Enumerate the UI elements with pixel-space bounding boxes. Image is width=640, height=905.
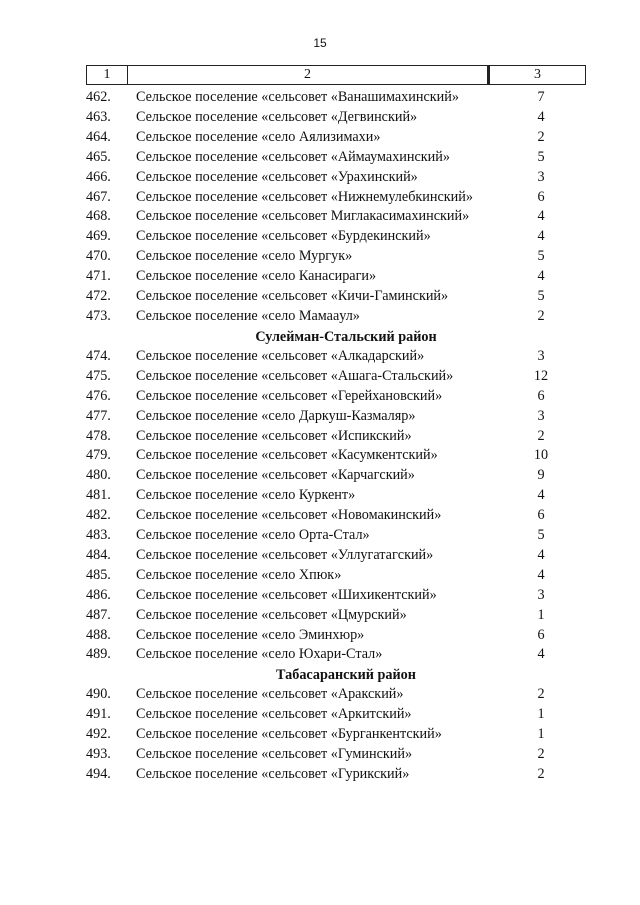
row-number: 478. <box>86 427 111 444</box>
row-number: 494. <box>86 766 111 782</box>
settlement-count: 5 <box>537 527 545 544</box>
settlement-count: 2 <box>537 427 545 444</box>
settlement-count: 2 <box>537 746 545 763</box>
row-number: 480. <box>86 467 111 484</box>
row-number: 490. <box>86 686 111 703</box>
row-number: 474. <box>86 347 111 364</box>
row-number: 479. <box>86 447 111 464</box>
row-number: 473. <box>86 307 111 324</box>
table-row <box>86 586 586 606</box>
settlement-name: Сельское поселение «сельсовет «Шихикентский» <box>136 586 437 603</box>
row-number: 471. <box>86 268 111 285</box>
settlement-count: 4 <box>537 228 545 245</box>
table-row <box>86 88 586 108</box>
settlement-count: 6 <box>537 626 545 643</box>
settlement-name: Сельское поселение «сельсовет Миглакасимахинский» <box>136 208 470 225</box>
settlement-count: 4 <box>537 268 545 285</box>
row-number: 488. <box>86 626 111 643</box>
table-row <box>86 705 586 725</box>
settlement-count: 3 <box>537 168 545 185</box>
row-number: 486. <box>86 586 111 603</box>
settlement-count: 4 <box>537 487 545 504</box>
settlement-count: 9 <box>537 467 545 484</box>
table-row <box>86 526 586 546</box>
table-row <box>86 725 586 745</box>
page-number: 15 <box>313 36 327 50</box>
row-number: 472. <box>86 288 111 305</box>
table-row <box>86 745 586 765</box>
row-number: 477. <box>86 407 111 424</box>
settlement-name: Сельское поселение «сельсовет «Кичи-Гаминский» <box>136 288 449 305</box>
settlement-count: 5 <box>537 248 545 265</box>
row-number: 463. <box>86 108 111 125</box>
table-row <box>86 207 586 227</box>
row-number: 493. <box>86 746 111 763</box>
table-row <box>86 546 586 566</box>
settlement-count: 6 <box>537 387 545 404</box>
settlement-count: 3 <box>537 586 545 603</box>
settlement-name: Сельское поселение «сельсовет «Гурикский» <box>136 766 410 782</box>
settlement-count: 4 <box>537 546 545 563</box>
row-number: 465. <box>86 148 111 165</box>
row-number: 489. <box>86 646 111 663</box>
settlement-name: Сельское поселение «сельсовет «Новомакинский» <box>136 507 442 524</box>
table-row <box>86 108 586 128</box>
row-number: 476. <box>86 387 111 404</box>
settlement-name: Сельское поселение «сельсовет «Алкадарский» <box>136 347 425 364</box>
settlement-name: Сельское поселение «село Даркуш-Казмаляр» <box>136 407 416 424</box>
row-number: 467. <box>86 188 111 205</box>
settlement-name: Сельское поселение «сельсовет «Урахинский» <box>136 168 418 185</box>
table-row <box>86 387 586 407</box>
table-row <box>86 188 586 208</box>
settlement-name: Сельское поселение «сельсовет «Касумкентский» <box>136 447 438 464</box>
row-number: 483. <box>86 527 111 544</box>
settlement-name: Сельское поселение «сельсовет «Ашага-Стальский» <box>136 367 454 384</box>
settlement-count: 5 <box>537 148 545 165</box>
settlement-name: Сельское поселение «сельсовет «Бурганкентский» <box>136 726 442 743</box>
settlement-name: Сельское поселение «сельсовет «Карчагский» <box>136 467 415 484</box>
table-row <box>86 427 586 447</box>
row-number: 462. <box>86 89 111 105</box>
table-row <box>86 128 586 148</box>
row-number: 491. <box>86 706 111 723</box>
settlement-count: 4 <box>537 646 545 663</box>
settlement-count: 6 <box>537 507 545 524</box>
table-body <box>86 88 586 785</box>
settlement-count: 7 <box>537 89 545 105</box>
settlement-name: Сельское поселение «село Канасираги» <box>136 268 377 285</box>
settlement-name: Сельское поселение «сельсовет «Ванашимахинский» <box>136 89 459 105</box>
settlement-name: Сельское поселение «село Аялизимахи» <box>136 128 381 145</box>
row-number: 492. <box>86 726 111 743</box>
settlement-count: 10 <box>533 447 549 464</box>
table-row <box>86 606 586 626</box>
table-row <box>86 168 586 188</box>
row-number: 468. <box>86 208 111 225</box>
settlement-name: Сельское поселение «сельсовет «Аракский» <box>136 686 404 703</box>
table-row <box>86 566 586 586</box>
table-row <box>86 466 586 486</box>
settlement-name: Сельское поселение «сельсовет «Аймаумахинский» <box>136 148 450 165</box>
table-row <box>86 645 586 665</box>
settlement-name: Сельское поселение «село Эминхюр» <box>136 626 365 643</box>
settlement-name: Сельское поселение «сельсовет «Гуминский» <box>136 746 413 763</box>
settlement-count: 1 <box>537 606 545 623</box>
settlement-count: 4 <box>537 208 545 225</box>
row-number: 484. <box>86 546 111 563</box>
table-row <box>86 486 586 506</box>
table-row <box>86 506 586 526</box>
header-col-3: 3 <box>488 65 586 85</box>
row-number: 482. <box>86 507 111 524</box>
settlement-count: 1 <box>537 706 545 723</box>
settlement-name: Сельское поселение «сельсовет «Нижнемулебкинский» <box>136 188 473 205</box>
table-row <box>86 626 586 646</box>
settlement-name: Сельское поселение «сельсовет «Уллугатагский» <box>136 546 434 563</box>
header-col-1: 1 <box>86 65 128 85</box>
settlement-count: 4 <box>537 566 545 583</box>
table-row <box>86 407 586 427</box>
row-number: 485. <box>86 566 111 583</box>
settlement-name: Сельское поселение «сельсовет «Бурдекинский» <box>136 228 431 245</box>
table-row <box>86 367 586 387</box>
table-row <box>86 287 586 307</box>
table-header <box>86 65 586 85</box>
row-number: 481. <box>86 487 111 504</box>
table-row <box>86 247 586 267</box>
table-row <box>86 148 586 168</box>
settlement-count: 12 <box>533 367 549 384</box>
settlement-count: 5 <box>537 288 545 305</box>
settlement-count: 2 <box>537 766 545 782</box>
table-row <box>86 446 586 466</box>
row-number: 469. <box>86 228 111 245</box>
table-row <box>86 347 586 367</box>
settlement-name: Сельское поселение «село Орта-Стал» <box>136 527 370 544</box>
settlement-count: 6 <box>537 188 545 205</box>
section-title: Сулейман-Стальский район <box>255 328 437 345</box>
settlement-name: Сельское поселение «село Куркент» <box>136 487 356 504</box>
table-row <box>86 307 586 327</box>
section-title: Табасаранский район <box>276 667 416 684</box>
settlement-name: Сельское поселение «сельсовет «Цмурский» <box>136 606 407 623</box>
settlement-count: 4 <box>537 108 545 125</box>
header-col-2: 2 <box>128 65 488 85</box>
settlement-count: 3 <box>537 407 545 424</box>
row-number: 466. <box>86 168 111 185</box>
settlement-name: Сельское поселение «сельсовет «Испикский» <box>136 427 412 444</box>
table-row <box>86 267 586 287</box>
table-row <box>86 765 586 785</box>
settlement-count: 1 <box>537 726 545 743</box>
row-number: 464. <box>86 128 111 145</box>
row-number: 475. <box>86 367 111 384</box>
settlement-name: Сельское поселение «село Мамаaул» <box>136 307 360 324</box>
settlement-count: 2 <box>537 307 545 324</box>
settlement-count: 2 <box>537 128 545 145</box>
table-row <box>86 227 586 247</box>
settlement-name: Сельское поселение «сельсовет «Дегвинский» <box>136 108 418 125</box>
settlement-name: Сельское поселение «село Юхари-Стал» <box>136 646 383 663</box>
row-number: 470. <box>86 248 111 265</box>
settlement-name: Сельское поселение «село Хпюк» <box>136 566 342 583</box>
table-row <box>86 685 586 705</box>
settlement-name: Сельское поселение «село Мургук» <box>136 248 353 265</box>
settlement-name: Сельское поселение «сельсовет «Аркитский» <box>136 706 412 723</box>
settlement-count: 3 <box>537 347 545 364</box>
row-number: 487. <box>86 606 111 623</box>
settlement-count: 2 <box>537 686 545 703</box>
settlement-name: Сельское поселение «сельсовет «Герейхановский» <box>136 387 443 404</box>
